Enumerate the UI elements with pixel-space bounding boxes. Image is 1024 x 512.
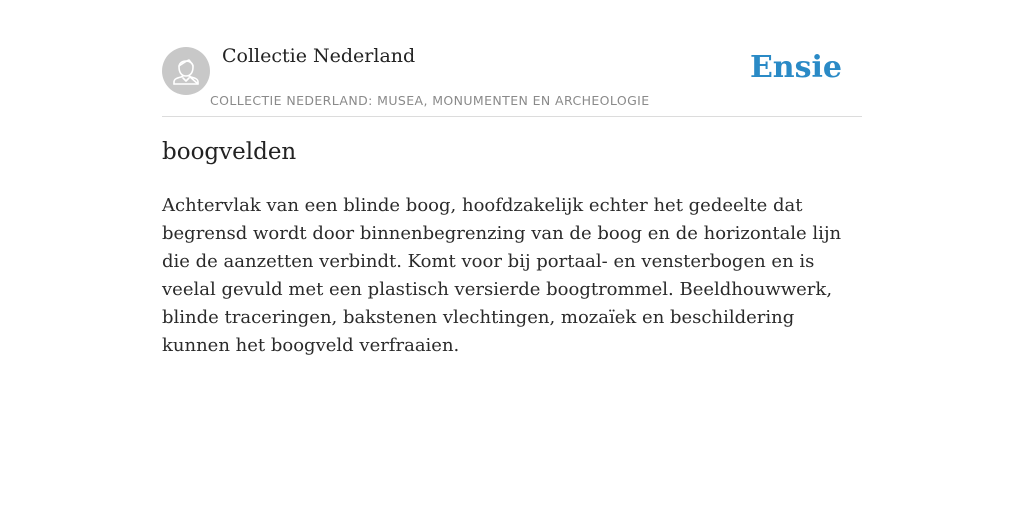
entry-card bbox=[162, 0, 862, 356]
entry-term: boogvelden bbox=[162, 139, 297, 165]
user-icon bbox=[162, 47, 210, 95]
entry-definition: Achtervlak van een blinde boog, hoofdzakelijk echter het gedeelte dat begrensd wordt door binnenbegrenzing van de boog en de horizontale lijn die de aanzetten verbindt. Komt voor bij portaal- en vensterbogen en is veelal gevuld met een plastisch versierde boogtrommel. Beeldhouwwerk, blinde traceringen, bakstenen vlechtingen, mozaïek en beschildering kunnen het boogveld verfraaien. bbox=[162, 195, 842, 356]
author-avatar[interactable] bbox=[162, 47, 210, 95]
entry-header bbox=[162, 0, 862, 117]
author-name[interactable]: Collectie Nederland bbox=[222, 45, 416, 67]
source-label[interactable]: COLLECTIE NEDERLAND: MUSEA, MONUMENTEN EN ARCHEOLOGIE bbox=[210, 93, 650, 108]
ensie-logo[interactable]: Ensie bbox=[749, 50, 842, 85]
